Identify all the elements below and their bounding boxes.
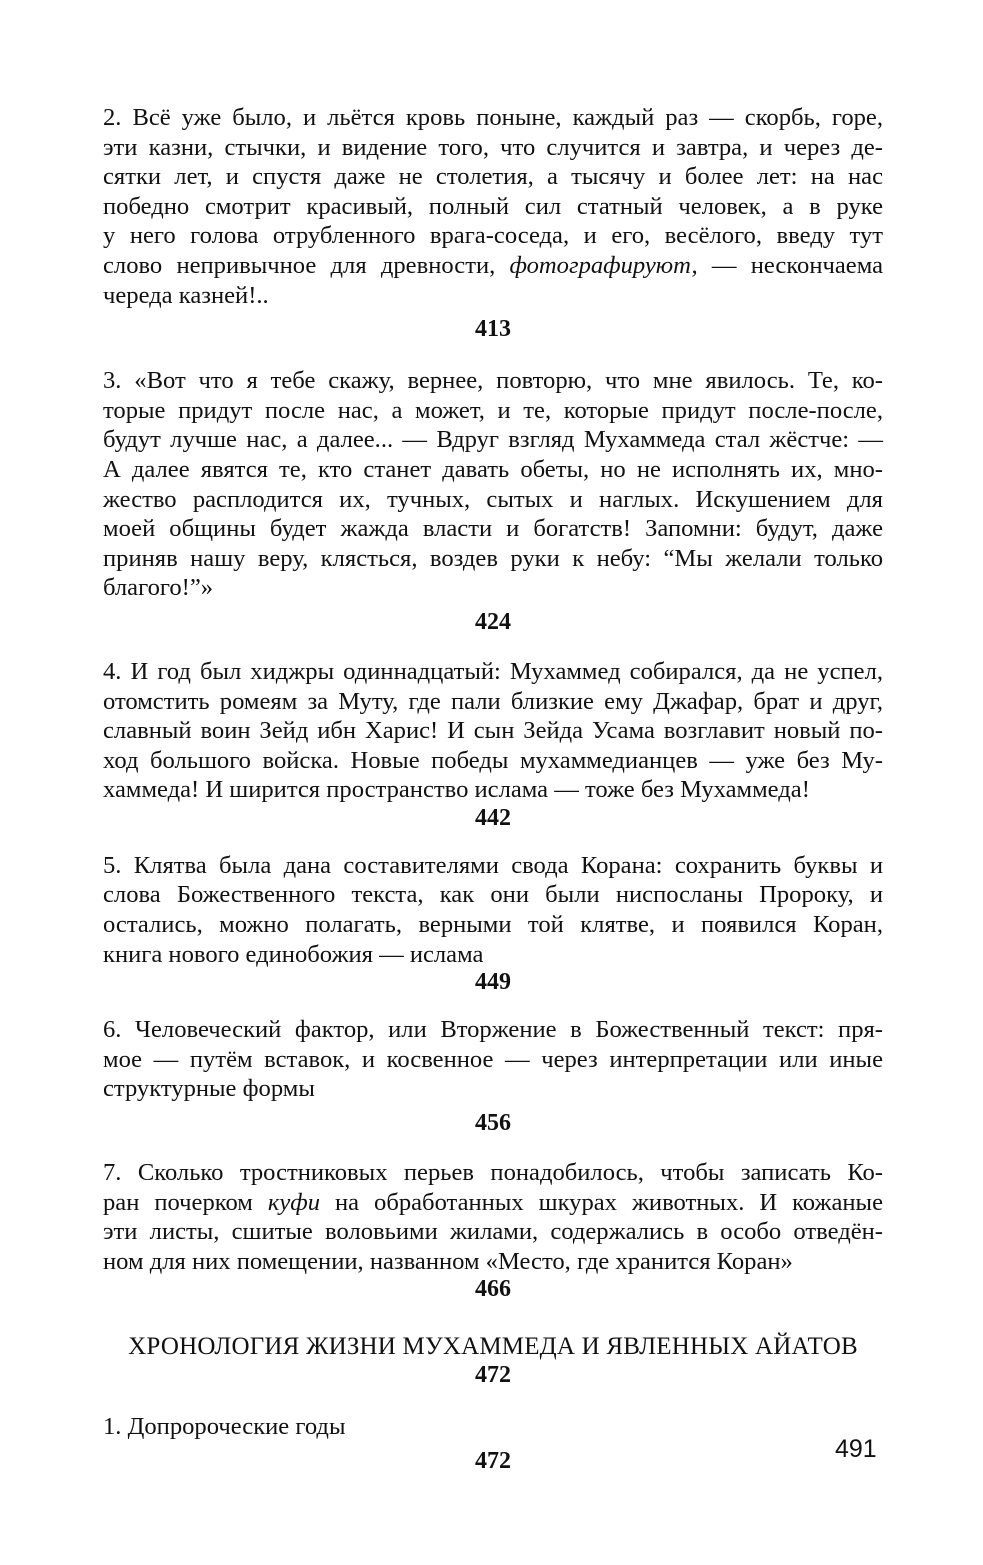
- entry-line: 5. Клятва была дана составителями свода Корана: сохранить буквы и: [103, 851, 883, 879]
- entry-line: благого!”»: [103, 574, 214, 602]
- entry-page-number: 472: [475, 1448, 511, 1474]
- section-heading: ХРОНОЛОГИЯ ЖИЗНИ МУХАММЕДА И ЯВЛЕННЫХ АЙАТОВ: [128, 1333, 858, 1361]
- entry-line: 1. Допророческие годы: [103, 1413, 346, 1441]
- entry-line-start: ран почерком: [103, 1188, 268, 1216]
- entry-line-end: — нескончаема: [697, 251, 883, 279]
- entry-line: череда казней!..: [103, 281, 269, 309]
- entry-line: сятки лет, и спустя даже не столетия, а тысячу и более лет: на нас: [103, 163, 883, 191]
- italic-word: куфи: [267, 1188, 321, 1216]
- section-page-number: 472: [475, 1362, 511, 1389]
- entry-line: слова Божественного текста, как они были ниспосланы Пророку, и: [103, 881, 883, 909]
- entry-line: книга нового единобожия — ислама: [103, 940, 484, 968]
- toc-section-item: [103, 1412, 883, 1476]
- entry-page-number: 424: [475, 608, 511, 635]
- entry-line: отомстить ромеям за Муту, где пали близкие ему Джафар, брат и друг,: [103, 687, 883, 715]
- entry-line: будут лучше нас, а далее... — Вдруг взгляд Мухаммеда стал жёстче: —: [103, 426, 883, 454]
- toc-page: [103, 103, 883, 1476]
- entry-line: славный воин Зейд ибн Харис! И сын Зейда Усама возглавит новый по-: [103, 717, 883, 745]
- entry-page-number: 449: [475, 969, 511, 996]
- entry-text: [103, 1412, 883, 1442]
- toc-entry-3: [103, 366, 883, 637]
- folio-page-number: 491: [835, 1435, 877, 1463]
- entry-line: ном для них помещении, названном «Место, где хранится Коран»: [103, 1247, 793, 1275]
- entry-line: у него голова отрубленного врага-соседа, и его, весёлого, введу тут: [103, 222, 883, 250]
- entry-line-end: на обработанных шкурах животных. И кожаные: [320, 1188, 883, 1216]
- entry-line: приняв нашу веру, клясться, воздев руки к небу: “Мы желали только: [103, 544, 883, 572]
- entry-line: хаммеда! И ширится пространство ислама — тоже без Мухаммеда!: [103, 776, 810, 804]
- entry-line: 6. Человеческий фактор, или Вторжение в Божественный текст: пря-: [103, 1016, 883, 1044]
- entry-text: [103, 657, 883, 805]
- entry-text: [103, 1158, 883, 1276]
- entry-line-start: слово непривычное для древности,: [103, 251, 510, 279]
- italic-word: фотографируют,: [509, 251, 698, 279]
- entry-line: 2. Всё уже было, и льётся кровь поныне, каждый раз — скорбь, горе,: [103, 104, 883, 131]
- entry-text: [103, 103, 883, 310]
- entry-line: моей общины будет жажда власти и богатств! Запомни: будут, даже: [103, 515, 883, 543]
- toc-entry-4: [103, 657, 883, 833]
- entry-line: эти листы, сшитые воловьими жилами, содержались в особо отведён-: [103, 1218, 883, 1246]
- entry-line: торые придут после нас, а может, и те, которые придут после-после,: [103, 396, 883, 424]
- entry-page-number: 413: [475, 316, 511, 343]
- entry-line: остались, можно полагать, верными той клятве, и появился Коран,: [103, 911, 883, 939]
- entry-page-number: 442: [475, 804, 511, 831]
- entry-line: мое — путём вставок, и косвенное — через интерпретации или иные: [103, 1045, 883, 1073]
- entry-text: [103, 851, 883, 969]
- entry-page-number: 456: [475, 1110, 511, 1137]
- entry-text: [103, 1015, 883, 1104]
- entry-line: 4. И год был хиджры одиннадцатый: Мухаммед собирался, да не успел,: [103, 657, 883, 685]
- entry-text: [103, 366, 883, 603]
- toc-entry-6: [103, 1015, 883, 1138]
- entry-line: 3. «Вот что я тебе скажу, вернее, повторю, что мне явилось. Те, ко-: [103, 367, 883, 395]
- entry-line: [103, 1188, 883, 1218]
- entry-line: А далее явятся те, кто станет давать обеты, но не исполнять их, мно-: [103, 455, 883, 483]
- toc-entry-7: [103, 1158, 883, 1304]
- entry-line: 7. Сколько тростниковых перьев понадобилось, чтобы записать Ко-: [103, 1159, 883, 1187]
- entry-line: ход большого войска. Новые победы мухаммедианцев — уже без Му-: [103, 746, 883, 774]
- entry-line: [103, 251, 883, 281]
- toc-section: [103, 1332, 883, 1390]
- entry-line: эти казни, стычки, и видение того, что случится и завтра, и через де-: [103, 133, 883, 161]
- entry-line: структурные формы: [103, 1075, 315, 1103]
- entry-line: жество расплодится их, тучных, сытых и наглых. Искушением для: [103, 485, 883, 513]
- toc-entry-2: [103, 103, 883, 344]
- toc-entry-5: [103, 851, 883, 997]
- entry-page-number: 466: [475, 1276, 511, 1303]
- entry-line: победно смотрит красивый, полный сил статный человек, а в руке: [103, 192, 883, 220]
